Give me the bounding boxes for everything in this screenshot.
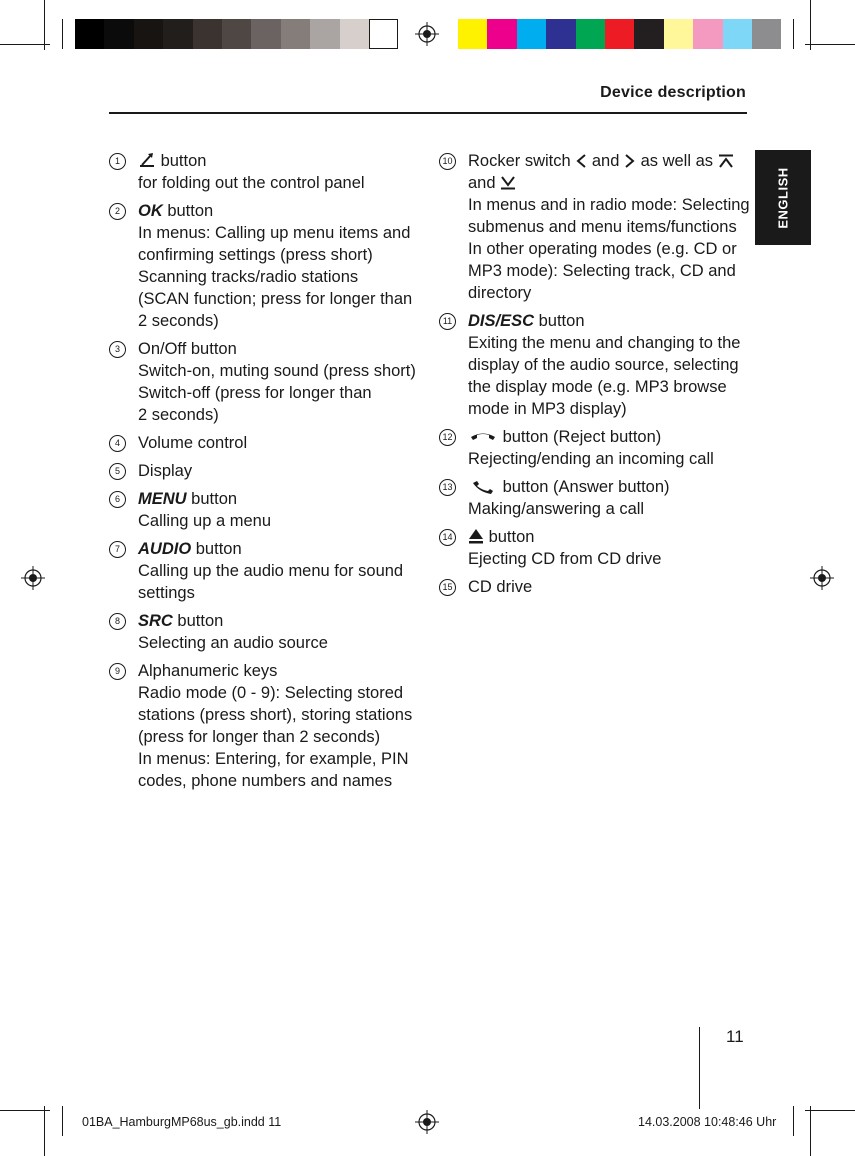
header-rule	[109, 112, 747, 114]
crop-mark	[793, 1106, 794, 1136]
left-column	[112, 150, 416, 798]
list-item	[112, 488, 412, 532]
item-title: AUDIO button	[138, 540, 242, 558]
color-swatch	[487, 19, 516, 49]
fold-out-icon	[138, 152, 156, 168]
item-number: 8	[109, 613, 126, 630]
item-description: MP3 mode): Selecting track, CD and	[468, 262, 736, 280]
item-description: 2 seconds)	[138, 406, 219, 424]
item-description: the display mode (e.g. MP3 browse	[468, 378, 727, 396]
item-title: button	[468, 526, 742, 548]
list-item	[442, 150, 750, 304]
item-title: Rocker switch and as well as	[468, 150, 742, 172]
registration-mark-icon	[415, 22, 439, 46]
color-swatch	[222, 19, 251, 49]
list-item	[112, 200, 412, 332]
color-swatch	[134, 19, 163, 49]
crop-mark	[0, 1110, 50, 1111]
color-swatch	[75, 19, 104, 49]
item-description: Switch-on, muting sound (press short)	[138, 362, 416, 380]
color-swatch	[281, 19, 310, 49]
item-number: 2	[109, 203, 126, 220]
page-number: 11	[726, 1027, 744, 1046]
list-item	[442, 426, 742, 470]
chevron-up-icon	[718, 154, 734, 168]
item-number: 4	[109, 435, 126, 452]
color-swatch	[634, 19, 663, 49]
item-title: OK button	[138, 202, 214, 220]
color-swatch	[576, 19, 605, 49]
list-item	[112, 538, 412, 604]
crop-mark	[62, 1106, 63, 1136]
item-description: Switch-off (press for longer than	[138, 384, 372, 402]
color-swatch	[369, 19, 398, 49]
item-title: Display	[138, 462, 193, 480]
crop-mark	[793, 19, 794, 49]
crop-mark	[0, 44, 50, 45]
item-title: SRC button	[138, 612, 224, 630]
crop-mark	[810, 1106, 811, 1156]
item-number: 10	[439, 153, 456, 170]
item-description: In other operating modes (e.g. CD or	[468, 240, 737, 258]
item-title: button (Reject button)	[468, 426, 742, 448]
item-description: display of the audio source, selecting	[468, 356, 739, 374]
item-description: 2 seconds)	[138, 312, 219, 330]
item-number: 3	[109, 341, 126, 358]
item-title: On/Off button	[138, 340, 237, 358]
item-number: 6	[109, 491, 126, 508]
item-description: Ejecting CD from CD drive	[468, 550, 662, 568]
item-description: confirming settings (press short)	[138, 246, 373, 264]
item-description: Calling up the audio menu for sound	[138, 562, 404, 580]
item-description: settings	[138, 584, 195, 602]
item-number: 13	[439, 479, 456, 496]
item-description: (SCAN function; press for longer than	[138, 290, 413, 308]
answer-call-icon	[468, 480, 498, 494]
item-description: In menus: Entering, for example, PIN	[138, 750, 409, 768]
list-item	[442, 310, 742, 420]
color-swatch	[664, 19, 693, 49]
print-timestamp: 14.03.2008 10:48:46 Uhr	[638, 1115, 777, 1129]
registration-mark-icon	[810, 566, 834, 590]
language-tab	[755, 150, 811, 245]
item-description: codes, phone numbers and names	[138, 772, 393, 790]
item-description: In menus: Calling up menu items and	[138, 224, 411, 242]
crop-mark	[62, 19, 63, 49]
registration-mark-icon	[21, 566, 45, 590]
item-number: 9	[109, 663, 126, 680]
item-number: 11	[439, 313, 456, 330]
color-swatch	[693, 19, 722, 49]
item-number: 5	[109, 463, 126, 480]
list-item	[112, 610, 412, 654]
key-label: AUDIO	[138, 540, 192, 558]
crop-mark	[810, 0, 811, 50]
item-description: directory	[468, 284, 532, 302]
item-description: Exiting the menu and changing to the	[468, 334, 741, 352]
color-swatch	[605, 19, 634, 49]
item-title: CD drive	[468, 578, 533, 596]
eject-icon	[468, 528, 484, 544]
color-swatch	[458, 19, 487, 49]
list-item	[112, 432, 412, 454]
item-description: Making/answering a call	[468, 500, 645, 518]
item-number: 14	[439, 529, 456, 546]
item-description: for folding out the control panel	[138, 174, 365, 192]
chevron-down-icon	[500, 176, 516, 190]
reject-call-icon	[468, 430, 498, 444]
crop-mark	[805, 44, 855, 45]
color-swatch	[310, 19, 339, 49]
item-description: Selecting an audio source	[138, 634, 328, 652]
item-title: button (Answer button)	[468, 476, 742, 498]
color-swatch	[546, 19, 575, 49]
key-label: SRC	[138, 612, 173, 630]
list-item	[112, 660, 412, 792]
crop-mark	[805, 1110, 855, 1111]
file-slug: 01BA_HamburgMP68us_gb.indd 11	[82, 1115, 282, 1129]
list-item	[442, 476, 742, 520]
item-title: MENU button	[138, 490, 238, 508]
item-number: 7	[109, 541, 126, 558]
crop-mark	[44, 0, 45, 50]
item-description: Radio mode (0 - 9): Selecting stored	[138, 684, 404, 702]
list-item	[112, 460, 412, 482]
item-title: and	[468, 172, 742, 194]
item-description: Calling up a menu	[138, 512, 271, 530]
item-number: 12	[439, 429, 456, 446]
list-item	[112, 338, 416, 426]
crop-mark	[44, 1106, 45, 1156]
item-description: Scanning tracks/radio stations	[138, 268, 359, 286]
color-swatch	[251, 19, 280, 49]
item-description: In menus and in radio mode: Selecting	[468, 196, 750, 214]
color-swatch	[340, 19, 369, 49]
color-swatch	[193, 19, 222, 49]
list-item	[442, 526, 742, 570]
chevron-right-icon	[624, 154, 636, 168]
item-description: Rejecting/ending an incoming call	[468, 450, 714, 468]
color-swatch	[752, 19, 781, 49]
page-header-title: Device description	[600, 84, 746, 101]
item-title: button	[138, 150, 412, 172]
language-tab-label: ENGLISH	[775, 166, 791, 229]
color-swatch	[517, 19, 546, 49]
process-color-bar	[458, 19, 781, 49]
key-label: DIS/ESC	[468, 312, 535, 330]
item-description: (press for longer than 2 seconds)	[138, 728, 381, 746]
item-title: DIS/ESC button	[468, 312, 585, 330]
key-label: MENU	[138, 490, 187, 508]
item-title: Volume control	[138, 434, 248, 452]
item-description: mode in MP3 display)	[468, 400, 627, 418]
color-swatch	[723, 19, 752, 49]
list-item	[442, 576, 742, 598]
item-description: stations (press short), storing stations	[138, 706, 413, 724]
right-column	[442, 150, 750, 604]
chevron-left-icon	[575, 154, 587, 168]
color-swatch	[163, 19, 192, 49]
gray-color-bar	[75, 19, 398, 49]
key-label: OK	[138, 202, 163, 220]
color-swatch	[104, 19, 133, 49]
registration-mark-icon	[415, 1110, 439, 1134]
item-number: 1	[109, 153, 126, 170]
item-title: Alphanumeric keys	[138, 662, 278, 680]
list-item	[112, 150, 412, 194]
item-number: 15	[439, 579, 456, 596]
item-description: submenus and menu items/functions	[468, 218, 737, 236]
page-number-rule	[699, 1027, 700, 1109]
